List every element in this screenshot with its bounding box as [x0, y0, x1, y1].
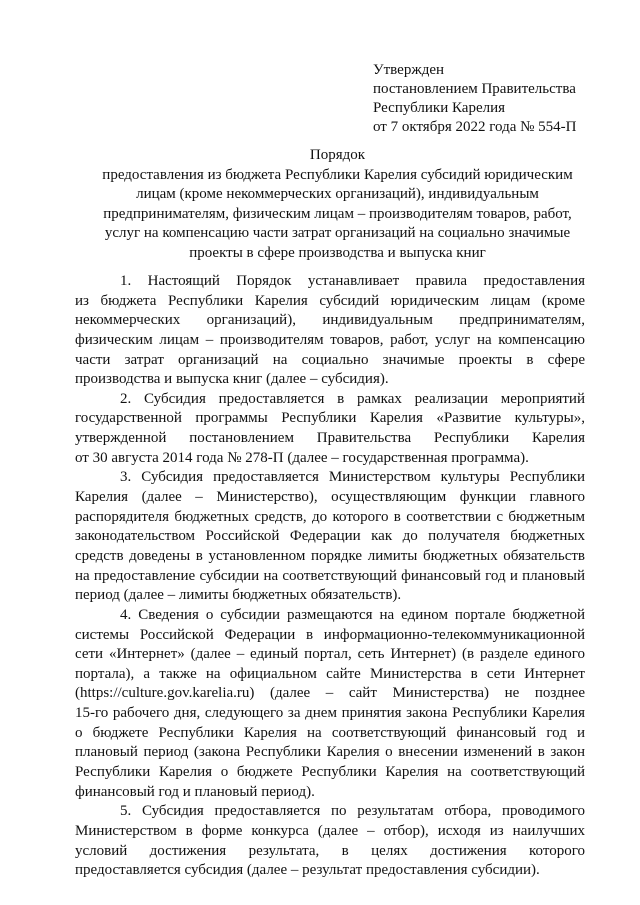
paragraph-line: физическим лицам – производителям товаров, работ, услуг на компенсацию	[75, 331, 585, 348]
paragraph-line: Карелия (далее – Министерство), осуществляющим функции главного	[75, 489, 585, 506]
paragraph-3	[75, 468, 585, 605]
paragraph-line: утвержденной постановлением Правительства Республики Карелия	[75, 430, 585, 447]
paragraph-line: из бюджета Республики Карелия субсидий юридическим лицам (кроме	[75, 292, 585, 309]
title-line: предпринимателям, физическим лицам – производителям товаров, работ,	[103, 205, 572, 222]
approval-line: Республики Карелия	[373, 100, 506, 116]
paragraph-line: системы Российской Федерации в информационно-телекоммуникационной	[75, 626, 585, 643]
paragraph-line: 2. Субсидия предоставляется в рамках реализации мероприятий	[120, 390, 585, 407]
paragraph-line: части затрат организаций на социально значимые проекты в сфере	[75, 351, 585, 368]
paragraph-line: распорядителя бюджетных средств, до которого в соответствии с бюджетным	[75, 508, 585, 525]
paragraph-line: сети «Интернет» (далее – единый портал, сеть Интернет) (в разделе единого	[75, 646, 585, 663]
approval-line: постановлением Правительства	[373, 81, 576, 97]
paragraph-line: законодательством Российской Федерации как до получателя бюджетных	[75, 528, 585, 545]
paragraph-line: государственной программы Республики Карелия «Развитие культуры»,	[75, 410, 585, 427]
title-line: услуг на компенсацию части затрат организаций на социально значимые	[104, 225, 571, 241]
approval-line: Утвержден	[373, 62, 445, 78]
paragraph-line: (https://culture.gov.karelia.ru) (далее – сайт Министерства) не позднее	[75, 685, 585, 702]
paragraph-1	[75, 272, 585, 390]
document-body	[75, 272, 585, 881]
paragraph-line: 5. Субсидия предоставляется по результатам отбора, проводимого	[120, 803, 585, 820]
paragraph-5	[75, 802, 585, 881]
paragraph-line: портала), а также на официальном сайте Министерства в сети Интернет	[75, 665, 585, 682]
paragraph-line: 4. Сведения о субсидии размещаются на едином портале бюджетной	[120, 606, 585, 623]
paragraph-line: Республики Карелия о бюджете Республики Карелия на соответствующий	[75, 764, 585, 781]
paragraph-line: Министерством в форме конкурса (далее – отбор), исходя из наилучших	[75, 822, 585, 839]
document-title	[60, 146, 615, 263]
paragraph-line: о бюджете Республики Карелия на соответствующий финансовый год и	[75, 724, 585, 741]
paragraph-line: на предоставление субсидии на соответствующий финансовый год и плановый	[75, 567, 585, 584]
paragraph-line: предоставляется субсидия (далее – результат предоставления субсидии).	[75, 862, 540, 879]
paragraph-line: финансовый год и плановый период).	[75, 783, 315, 800]
approval-stamp	[373, 61, 577, 137]
paragraph-line: некоммерческих организаций), индивидуальным предпринимателям,	[75, 312, 585, 329]
approval-line: от 7 октября 2022 года № 554-П	[373, 119, 577, 135]
paragraph-2	[75, 390, 585, 469]
paragraph-line: 15-го рабочего дня, следующего за днем принятия закона Республики Карелия	[75, 705, 585, 722]
paragraph-line: период (далее – лимиты бюджетных обязательств).	[75, 587, 402, 604]
title-heading: Порядок	[309, 147, 366, 163]
paragraph-line: средств доведены в установленном порядке лимиты бюджетных обязательств	[75, 547, 585, 564]
paragraph-4	[75, 606, 585, 802]
title-line: лицам (кроме некоммерческих организаций), индивидуальным	[136, 186, 539, 202]
paragraph-line: 3. Субсидия предоставляется Министерством культуры Республики	[120, 469, 585, 486]
paragraph-line: производства и выпуска книг (далее – субсидия).	[75, 371, 389, 388]
title-line: предоставления из бюджета Республики Карелия субсидий юридическим	[102, 166, 573, 183]
paragraph-line: плановый период (закона Республики Карелия о внесении изменений в закон	[75, 744, 585, 761]
paragraph-line: 1. Настоящий Порядок устанавливает правила предоставления	[120, 273, 585, 289]
paragraph-line: от 30 августа 2014 года № 278-П (далее – государственная программа).	[75, 449, 529, 466]
title-line: проекты в сфере производства и выпуска книг	[189, 244, 486, 261]
paragraph-line: условий достижения результата, в целях достижения которого	[75, 842, 585, 859]
